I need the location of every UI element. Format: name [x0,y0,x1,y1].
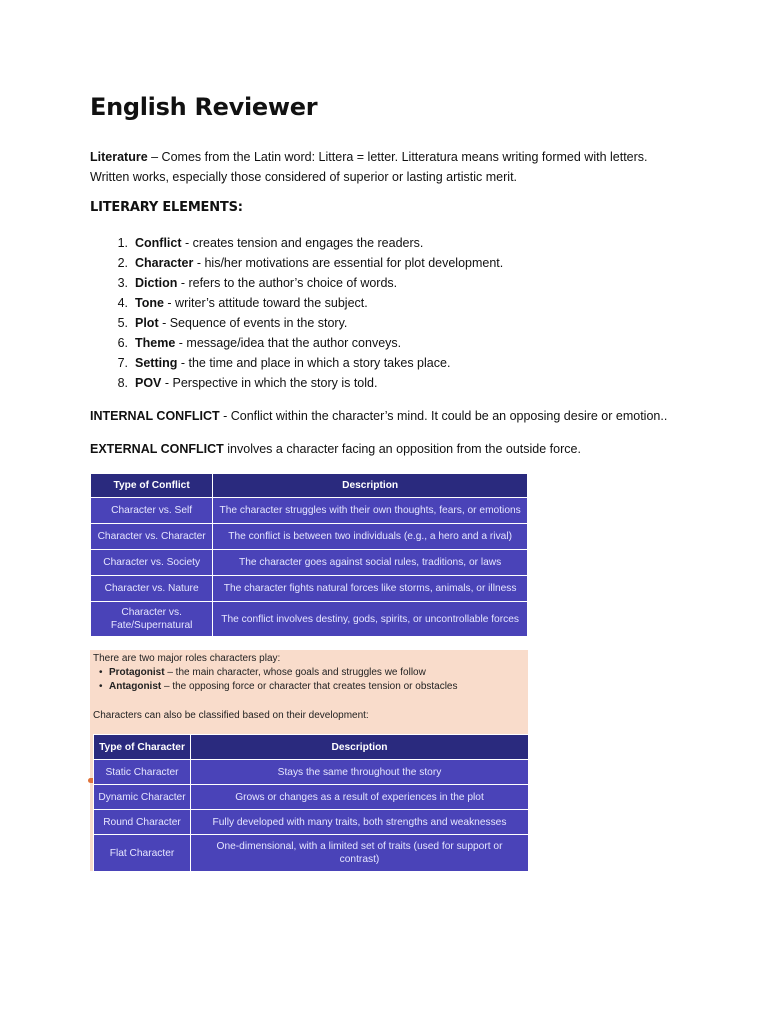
table-header-row [94,735,529,760]
table-cell: The conflict involves destiny, gods, spirits, or uncontrollable forces [213,602,528,637]
list-item [90,333,503,353]
roles-list [93,666,458,694]
development-intro: Characters can also be classified based on their development: [93,710,369,721]
internal-conflict-term: INTERNAL CONFLICT [90,409,220,423]
table-cell: Character vs. Fate/Supernatural [91,602,213,637]
list-term: Tone [135,296,164,310]
literary-elements-heading: LITERARY ELEMENTS: [90,200,243,215]
literature-term: Literature [90,150,148,164]
role-term: Protagonist [109,667,165,678]
role-desc: – the opposing force or character that creates tension or obstacles [161,681,458,692]
list-term: Conflict [135,236,182,250]
table-row [94,810,529,835]
table-cell: Character vs. Self [91,498,213,524]
table-cell: The character goes against social rules, traditions, or laws [213,550,528,576]
list-desc: - writer’s attitude toward the subject. [163,296,368,310]
conflict-types-table [90,473,528,637]
list-item [93,680,458,694]
table-cell: Stays the same throughout the story [191,760,529,785]
table-header: Type of Character [94,735,191,760]
table-row [94,760,529,785]
list-desc: - message/idea that the author conveys. [175,336,402,350]
bullet-icon: • [99,667,103,678]
table-row [91,602,528,637]
list-item [90,233,503,253]
table-cell: Dynamic Character [94,785,191,810]
table-cell: Static Character [94,760,191,785]
list-number: 7. [117,356,128,370]
page-title: English Reviewer [90,93,318,121]
list-desc: - creates tension and engages the readers. [181,236,424,250]
list-item [90,293,503,313]
list-term: Diction [135,276,178,290]
list-number: 2. [117,256,128,270]
table-cell: The character struggles with their own thoughts, fears, or emotions [213,498,528,524]
list-desc: - Sequence of events in the story. [158,316,348,330]
list-term: Character [135,256,194,270]
table-cell: Character vs. Character [91,524,213,550]
table-header: Description [191,735,529,760]
table-cell: Character vs. Society [91,550,213,576]
literature-definition-text: – Comes from the Latin word: Littera = letter. Litteratura means writing formed with letters. Written works, especially those considered of superior or lasting artistic merit. [90,150,648,184]
table-header: Type of Conflict [91,474,213,498]
list-item [90,273,503,293]
table-cell: Character vs. Nature [91,576,213,602]
list-desc: - his/her motivations are essential for plot development. [193,256,504,270]
table-cell: The conflict is between two individuals (e.g., a hero and a rival) [213,524,528,550]
roles-intro: There are two major roles characters play: [93,653,281,664]
table-row [91,524,528,550]
list-number: 5. [117,316,128,330]
list-term: Theme [135,336,176,350]
list-item [90,313,503,333]
table-header-row [91,474,528,498]
external-conflict-definition [90,439,581,459]
internal-conflict-definition [90,406,667,426]
list-number: 4. [117,296,128,310]
literature-definition [90,147,680,187]
table-cell: The character fights natural forces like storms, animals, or illness [213,576,528,602]
list-desc: - the time and place in which a story takes place. [177,356,451,370]
list-item [90,253,503,273]
table-row [91,576,528,602]
external-conflict-text: involves a character facing an opposition from the outside force. [223,442,581,456]
list-number: 8. [117,376,128,390]
list-term: Plot [135,316,159,330]
list-number: 6. [117,336,128,350]
table-header: Description [213,474,528,498]
table-cell: Round Character [94,810,191,835]
internal-conflict-text: - Conflict within the character’s mind. It could be an opposing desire or emotion.. [219,409,668,423]
table-cell: One-dimensional, with a limited set of traits (used for support or contrast) [191,835,529,872]
table-cell: Fully developed with many traits, both strengths and weaknesses [191,810,529,835]
list-term: POV [135,376,162,390]
table-row [91,498,528,524]
table-cell: Grows or changes as a result of experiences in the plot [191,785,529,810]
list-item [93,666,458,680]
role-desc: – the main character, whose goals and struggles we follow [164,667,426,678]
role-term: Antagonist [109,681,162,692]
list-desc: - Perspective in which the story is told. [161,376,378,390]
external-conflict-term: EXTERNAL CONFLICT [90,442,224,456]
list-item [90,373,503,393]
list-number: 1. [117,236,128,250]
list-item [90,353,503,373]
table-row [91,550,528,576]
list-number: 3. [117,276,128,290]
table-cell: Flat Character [94,835,191,872]
list-desc: - refers to the author’s choice of words. [177,276,398,290]
table-row [94,785,529,810]
list-term: Setting [135,356,178,370]
character-types-table [93,734,529,872]
literary-elements-list [90,233,503,393]
bullet-icon: • [99,681,103,692]
table-row [94,835,529,872]
